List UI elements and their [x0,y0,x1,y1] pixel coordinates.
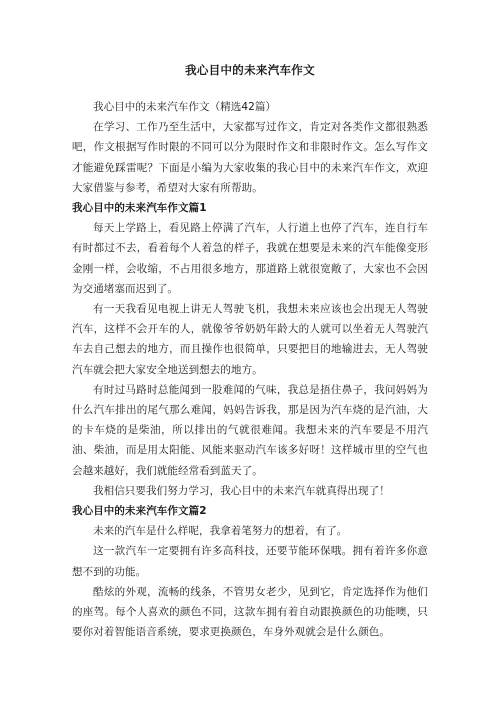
section-2-paragraph-1: 未来的汽车是什么样呢，我拿着笔努力的想着，有了。 [93,525,348,538]
section-1-paragraph-1: 每天上学路上，看见路上停满了汽车，人行道上也停了汽车，连自行车有时都过不去，看着每个人着急的样子，我就在想要是未来的汽车能像变形金刚一样，会收缩，不占用很多地方，那道路上就很宽敞了，大家也不会因为交通堵塞而迟到了。 [72,222,428,295]
section-1-paragraph-3: 有时过马路时总能闻到一股难闻的气味，我总是捂住鼻子，我问妈妈为什么汽车排出的尾气那么难闻，妈妈告诉我，那是因为汽车烧的是汽油，大的卡车烧的是柴油，所以排出的气就很难闻。我想未来的汽车要是不用汽油、柴油，而是用太阳能、风能来驱动汽车该多好呀！这样城市里的空气也会越来越好，我们就能经常看到蓝天了。 [72,383,428,477]
section-2-paragraph-3: 酷炫的外观，流畅的线条，不管男女老少，见到它，肯定选择作为他们的座驾。每个人喜欢的颜色不同，这款车拥有着自动跟换颜色的功能噢，只要你对着智能语音系统，要求更换颜色，车身外观就会是什么颜色。 [72,585,428,639]
document-title: 我心目中的未来汽车作文 [185,63,315,77]
section-1-paragraph-2: 有一天我看见电视上讲无人驾驶飞机，我想未来应该也会出现无人驾驶汽车，这样不会开车的人，就像爷爷奶奶年龄大的人就可以坐着无人驾驶汽车去自己想去的地方，而且操作也很简单，只要把目的地输进去，无人驾驶汽车就会把大家安全地送到想去的地方。 [72,303,428,376]
section-heading-1: 我心目中的未来汽车作文篇1 [72,202,207,215]
section-1-paragraph-4: 我相信只要我们努力学习，我心目中的未来汽车就真得出现了！ [93,484,390,497]
intro-summary: 我心目中的未来汽车作文（精选42篇） [93,101,277,113]
section-heading-2: 我心目中的未来汽车作文篇2 [72,505,207,518]
section-2-paragraph-2: 这一款汽车一定要拥有许多高科技，还要节能环保哦。拥有着许多你意想不到的功能。 [72,545,428,578]
intro-paragraph: 在学习、工作乃至生活中，大家都写过作文，肯定对各类作文都很熟悉吧，作文根据写作时限的不同可以分为限时作文和非限时作文。怎么写作文才能避免踩雷呢？下面是小编为大家收集的我心目中的未来汽车作文，欢迎大家借鉴与参考，希望对大家有所帮助。 [72,121,428,194]
